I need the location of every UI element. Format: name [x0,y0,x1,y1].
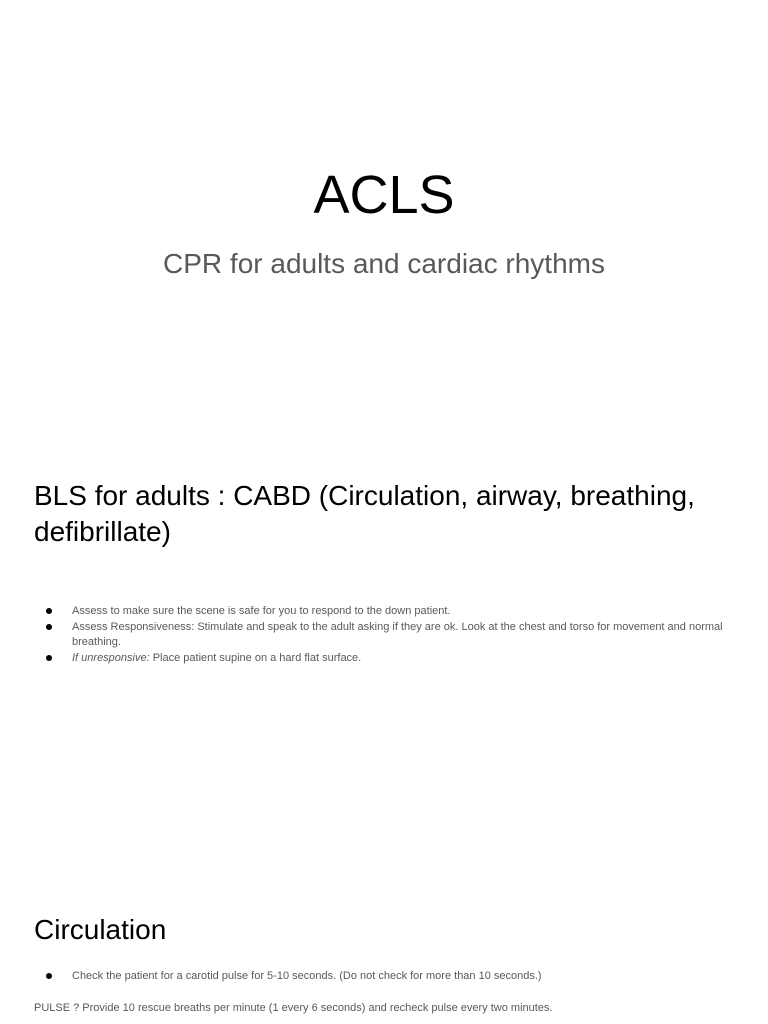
list-item [34,620,739,650]
bullet-dot-icon [46,973,52,979]
bls-heading: BLS for adults : CABD (Circulation, airway, breathing, defibrillate) [34,480,695,547]
list-item-text: Assess Responsiveness: Stimulate and speak to the adult asking if they are ok. Look at the chest and torso for movement and normal breathing. [72,621,723,648]
bullet-dot-icon [46,608,52,614]
page-subtitle: CPR for adults and cardiac rhythms [163,248,605,279]
list-item-text: Assess to make sure the scene is safe for you to respond to the down patient. [72,605,451,617]
list-item [34,651,739,666]
pulse-note: PULSE ? Provide 10 rescue breaths per minute (1 every 6 seconds) and recheck pulse every two minutes. [34,1002,553,1014]
list-item [34,604,739,619]
list-item [34,969,739,984]
bullet-dot-icon [46,655,52,661]
bls-list [34,604,739,667]
circulation-heading: Circulation [34,914,167,945]
list-item-emphasis: If unresponsive: [72,652,150,664]
bullet-dot-icon [46,624,52,630]
list-item-text: Place patient supine on a hard flat surface. [149,652,362,664]
page-title: ACLS [313,165,455,225]
list-item-text: Check the patient for a carotid pulse for 5-10 seconds. (Do not check for more than 10 seconds.) [72,970,542,982]
circulation-list [34,969,739,985]
